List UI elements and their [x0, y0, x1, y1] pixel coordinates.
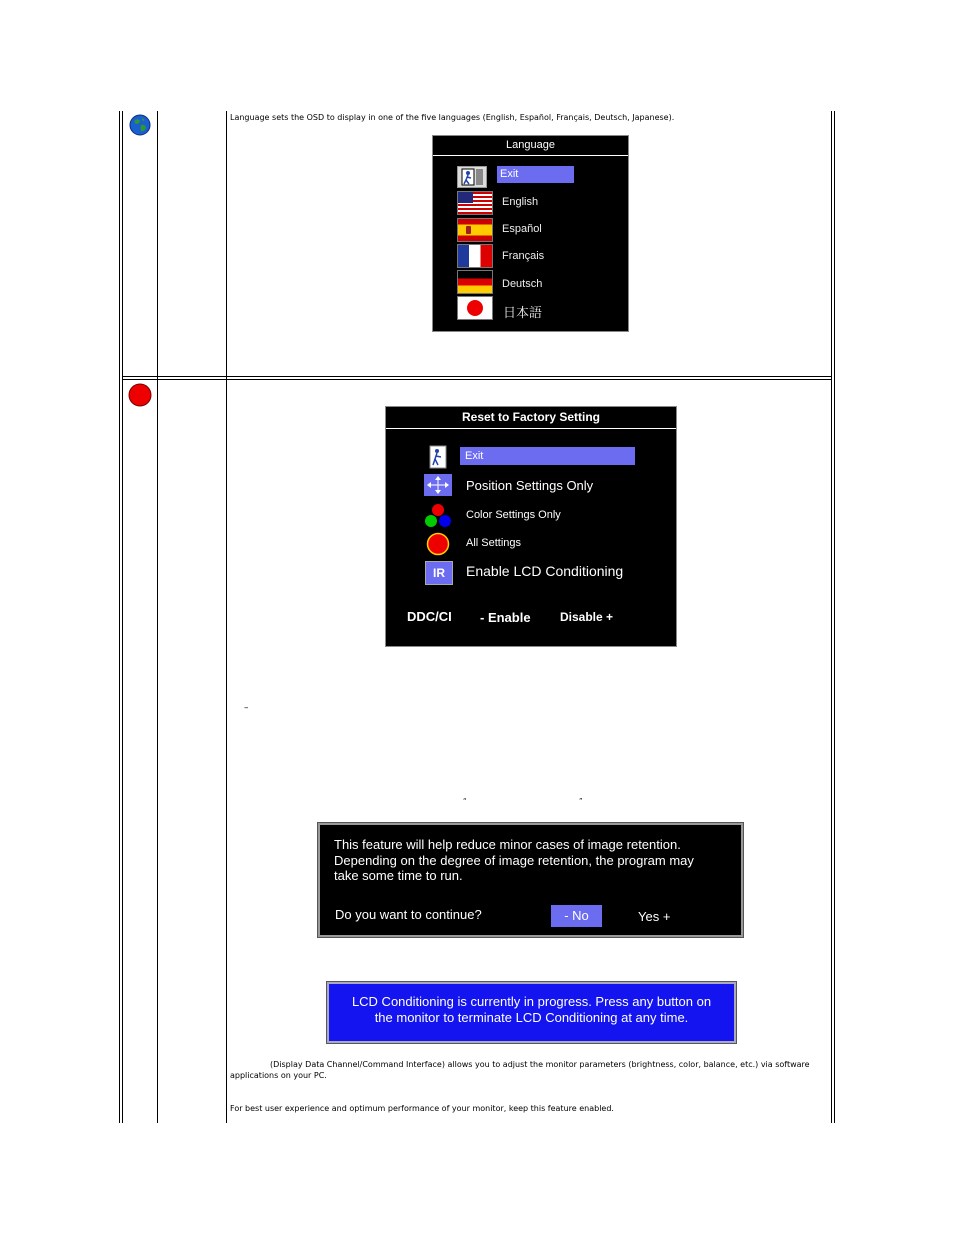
globe-icon [129, 114, 151, 136]
progress-line-2: the monitor to terminate LCD Conditioning at any time. [374, 1010, 689, 1025]
dialog-message-line-3: take some time to run. [334, 868, 463, 883]
language-option-espanol[interactable]: Español [502, 223, 542, 235]
language-option-deutsch[interactable]: Deutsch [502, 278, 543, 290]
open-quote-mark: “ [463, 797, 467, 805]
germany-flag-icon [457, 270, 493, 294]
language-osd [432, 135, 629, 332]
language-exit-option[interactable]: Exit [497, 166, 574, 183]
reset-osd-title: Reset to Factory Setting [386, 407, 676, 429]
ir-badge-icon: IR [425, 561, 453, 585]
dialog-no-button[interactable]: - No [551, 905, 602, 927]
reset-all-settings[interactable]: All Settings [466, 537, 522, 549]
ddcci-disable-option[interactable]: Disable + [560, 610, 614, 624]
exit-door-icon [427, 445, 449, 469]
ddcci-label: DDC/CI [407, 609, 452, 624]
ddcci-description: (Display Data Channel/Command Interface) allows you to adjust the monitor parameters (brightness, color, balance, etc.) via software applications on your PC. [230, 1060, 810, 1080]
japan-flag-icon [457, 296, 493, 320]
reset-osd [385, 406, 677, 647]
dialog-yes-button[interactable]: Yes + [638, 909, 671, 924]
dialog-message-line-2: Depending on the degree of image retention, the program may [334, 853, 694, 868]
reset-position-settings[interactable]: Position Settings Only [466, 478, 594, 493]
exit-door-icon [457, 166, 487, 188]
reset-enable-lcd-conditioning[interactable]: Enable LCD Conditioning [466, 563, 624, 579]
close-quote-mark: ” [579, 797, 583, 805]
reset-color-settings[interactable]: Color Settings Only [466, 509, 561, 521]
dialog-message-line-1: This feature will help reduce minor cases of image retention. [334, 837, 681, 852]
progress-line-1: LCD Conditioning is currently in progress. Press any button on [351, 994, 712, 1009]
france-flag-icon [457, 244, 493, 268]
language-option-japanese[interactable]: 日本語 [503, 305, 543, 320]
us-flag-icon [457, 191, 493, 215]
lcd-conditioning-confirm-dialog [318, 823, 743, 937]
dash-mark: – [244, 703, 249, 713]
spain-flag-icon [457, 218, 493, 242]
language-description: Language sets the OSD to display in one of the five languages (English, Español, Français, Deutsch, Japanese). [230, 113, 675, 122]
ddcci-recommendation: For best user experience and optimum performance of your monitor, keep this feature enabled. [230, 1104, 614, 1113]
position-arrows-icon [424, 474, 452, 496]
color-dots-icon [424, 503, 452, 529]
lcd-conditioning-progress-message [327, 982, 736, 1043]
reset-exit-option[interactable]: Exit [460, 447, 635, 465]
reset-stop-icon [128, 383, 152, 407]
ddcci-enable-option[interactable]: - Enable [480, 610, 531, 625]
language-osd-title: Language [433, 136, 628, 156]
language-option-english[interactable]: English [502, 196, 539, 208]
dialog-question: Do you want to continue? [335, 907, 482, 922]
language-option-francais[interactable]: Français [502, 250, 545, 262]
all-settings-icon [426, 532, 450, 556]
